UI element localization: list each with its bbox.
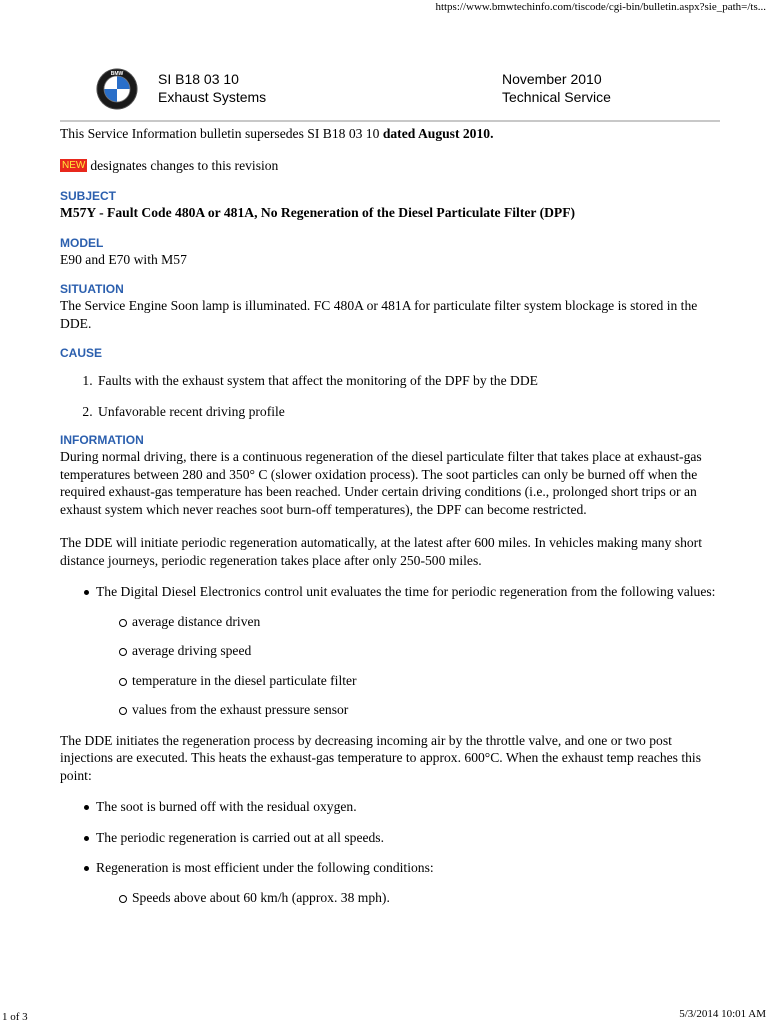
situation-heading: SITUATION (60, 282, 124, 296)
list-item: The soot is burned off with the residual oxygen. (82, 798, 720, 816)
information-paragraph-3: The DDE initiates the regeneration process by decreasing incoming air by the throttle valve, and one or two post injections are executed. This heats the exhaust-gas temperature to approx. 600°C. When the exhaust temp reaches this point: (60, 732, 701, 783)
bulletin-id: SI B18 03 10 (158, 71, 239, 87)
list-item: average distance driven (118, 613, 720, 631)
model-heading: MODEL (60, 235, 104, 250)
supersedes-note (60, 125, 720, 143)
list-item: average driving speed (118, 642, 720, 660)
print-timestamp: 5/3/2014 10:01 AM (679, 1008, 766, 1020)
bulletin-header (96, 66, 720, 122)
print-url: https://www.bmwtechinfo.com/tiscode/cgi-bin/bulletin.aspx?sie_path=/ts... (435, 1, 766, 13)
section-situation (60, 282, 720, 332)
bullet-list-2 (60, 798, 720, 906)
information-paragraph-1: During normal driving, there is a continuous regeneration of the diesel particulate filter that takes place at exhaust-gas temperatures between 280 and 350° C (slower oxidation process). The soot particles can only be burned off when the required exhaust-gas temperature has been reached. Under certain driving conditions (i.e., prolonged short trips or an exhaust system which never reaches soot burn-off temperatures), the DPF can become restricted. (60, 449, 702, 517)
header-divider (60, 120, 720, 122)
new-badge: NEW (62, 159, 86, 171)
supersedes-date: dated August 2010. (382, 126, 494, 141)
list-item (82, 859, 720, 906)
page-counter: 1 of 3 (2, 1011, 28, 1023)
model-text: E90 and E70 with M57 (60, 251, 187, 267)
section-subject (60, 189, 720, 222)
subject-text: M57Y - Fault Code 480A or 481A, No Regeneration of the Diesel Particulate Filter (DPF) (60, 205, 576, 220)
new-note-text: designates changes to this revision (90, 157, 279, 173)
bulletin-category: Exhaust Systems (158, 89, 267, 105)
list-item (82, 583, 720, 719)
cause-list (60, 372, 720, 420)
bulletin-date: November 2010 (502, 71, 602, 87)
list-item: 1. Faults with the exhaust system that affect the monitoring of the DPF by the DDE (96, 372, 720, 390)
bullet-text: The Digital Diesel Electronics control unit evaluates the time for periodic regeneration from the following values: (96, 584, 716, 599)
information-paragraph-2: The DDE will initiate periodic regeneration automatically, at the latest after 600 miles. In vehicles making many short distance journeys, periodic regeneration takes place after only 250-500 miles. (60, 535, 702, 568)
section-cause (60, 346, 720, 420)
subject-heading: SUBJECT (60, 189, 117, 203)
list-item: values from the exhaust pressure sensor (118, 701, 720, 719)
list-item: temperature in the diesel particulate filter (118, 672, 720, 690)
bullet-list-1 (60, 583, 720, 719)
sub-list-2 (96, 889, 720, 907)
information-heading: INFORMATION (60, 433, 144, 447)
sub-list-1 (96, 613, 720, 719)
section-model (60, 236, 720, 269)
logo-letters: BMW (110, 70, 124, 77)
section-information (60, 433, 720, 906)
header-right (502, 70, 611, 106)
supersedes-text: This Service Information bulletin supersedes SI B18 03 10 (60, 126, 383, 141)
cause-heading: CAUSE (60, 346, 103, 360)
list-item: Speeds above about 60 km/h (approx. 38 mph). (118, 889, 720, 907)
bulletin-body (60, 124, 720, 919)
new-note (60, 157, 720, 175)
list-item: The periodic regeneration is carried out at all speeds. (82, 829, 720, 847)
list-item: 2. Unfavorable recent driving profile (96, 403, 720, 421)
bmw-logo-icon (96, 68, 138, 110)
bulletin-dept: Technical Service (502, 89, 611, 105)
bullet-text: Regeneration is most efficient under the following conditions: (96, 860, 434, 875)
header-left (158, 70, 266, 106)
situation-text: The Service Engine Soon lamp is illuminated. FC 480A or 481A for particulate filter system blockage is stored in the DDE. (60, 298, 698, 331)
